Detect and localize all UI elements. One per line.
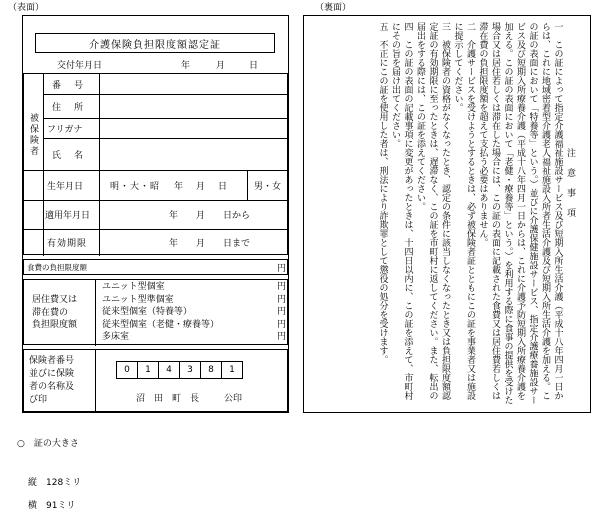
valid-start-label: 適用年月日: [45, 211, 91, 221]
notes-paragraph: 三 被保険者の資格がなくなったとき、認定の条件に該当しなくなったとき又は負担限度額認定証の有効期限に至ったときは、遅滞なく、この証を市町村に返してください。また、転出の届出をする際には、この証を添えてください。: [415, 22, 450, 400]
notes-paragraph: 一 この証によって指定介護福祉施設サービス及び短期入所生活介護（平成十八年四月一日からは、これに地域密着型介護老人福祉施設入所者生活介護及び短期入所生活介護を加える。この証の表面において「特養等」という。）並びに介護保健施設サービス、指定介護療養施設サービス及び短期入所療養介護（平成十八年四月一日からは、これに介護予防短期入所療養介護を加える。この証の表面において「老健・療養等」という。）を利用する際に食事の提供を受けた場合又は居住若しくは滞在した場合には、この証の表面に記載された食費又は居住費若しくは滞在費の負担限度額を超えて支払う必要はありません。: [477, 22, 563, 405]
front-card: [22, 15, 289, 413]
insurer-number-digit: 0: [116, 361, 138, 379]
certificate-title: 介護保険負担限度額認定証: [35, 33, 275, 53]
notes-paragraph: 五 不正にこの証を使用した者は、刑法により詐欺罪として懲役の処分を受けます。: [377, 22, 388, 364]
room-type-item: ユニット型個室: [102, 282, 165, 292]
residence-cost-label: 居住費又は 滞在費の 負担限度額: [32, 295, 78, 330]
back-card: [303, 15, 591, 413]
room-type-item: 多床室: [102, 332, 130, 342]
insurer-number-digit: 4: [158, 361, 180, 379]
name-label: 氏 名: [52, 150, 86, 161]
notes-paragraph: 二 介護サービスを受けようとするときは、必ず被保険者証とともにこの証を事業者又は施設に提示してください。: [452, 22, 475, 400]
room-type-list: [102, 281, 219, 344]
gender-field: 男・女: [254, 181, 282, 192]
number-label: 番 号: [52, 80, 86, 91]
food-cost-row: [23, 259, 288, 275]
room-type-item: 従来型個室（特養等）: [102, 307, 193, 317]
issue-month: 月: [216, 60, 226, 71]
size-note-height: 縦 128ミリ: [28, 478, 82, 488]
valid-period-value: 年 月 日まで: [169, 239, 251, 249]
valid-period-label: 有効期限: [47, 239, 88, 249]
birthdate-label: 生年月日: [47, 181, 84, 192]
insured-person-label: 被保険者: [28, 113, 38, 157]
residence-cost-table: [23, 279, 288, 345]
room-cost-units: 円 円 円 円 円: [277, 282, 287, 342]
room-type-item: ユニット型準個室: [102, 294, 174, 305]
issue-year: 年: [181, 60, 191, 71]
issue-day: 日: [249, 60, 259, 71]
birthdate-ymd: 年 月 日: [174, 181, 230, 192]
notes-text: [376, 22, 576, 408]
insurer-number-boxes: [116, 361, 248, 379]
valid-start-value: 年 月 日から: [169, 211, 251, 221]
issue-date-label: 交付年月日: [57, 60, 103, 71]
insurer-section: [23, 349, 288, 412]
address-label: 住 所: [52, 102, 86, 113]
insurer-number-digit: 8: [200, 361, 222, 379]
food-cost-label: 食費の負担限度額: [27, 262, 87, 272]
size-note-width: 横 91ミリ: [28, 501, 76, 511]
size-note-title: ○ 証の大きさ: [17, 439, 79, 449]
notes-paragraph: 四 この証の表面の記載事項に変更があったときは、十四日以内に、この証を添えて、市町村にその旨を届け出てください。: [390, 22, 413, 400]
room-type-item: 従来型個室（老健・療養等）: [102, 319, 220, 330]
insurer-name: 沼 田 町 長: [136, 393, 200, 404]
back-caption: （裏面）: [315, 3, 352, 13]
furigana-label: フリガナ: [47, 124, 83, 135]
insured-info-table: [23, 73, 288, 255]
food-cost-unit: 円: [277, 263, 287, 274]
insurer-number-digit: 1: [221, 361, 243, 379]
birthdate-eras: 明・大・昭: [110, 181, 161, 192]
insurer-number-digit: 3: [179, 361, 201, 379]
official-seal: 公印: [224, 393, 243, 404]
insurer-number-digit: 1: [137, 361, 159, 379]
notes-heading: 注 意 事 項: [565, 148, 575, 218]
insurer-label: 保険者番号 並びに保険 者の名称及 び印: [29, 356, 75, 405]
front-caption: （表面）: [8, 3, 45, 13]
